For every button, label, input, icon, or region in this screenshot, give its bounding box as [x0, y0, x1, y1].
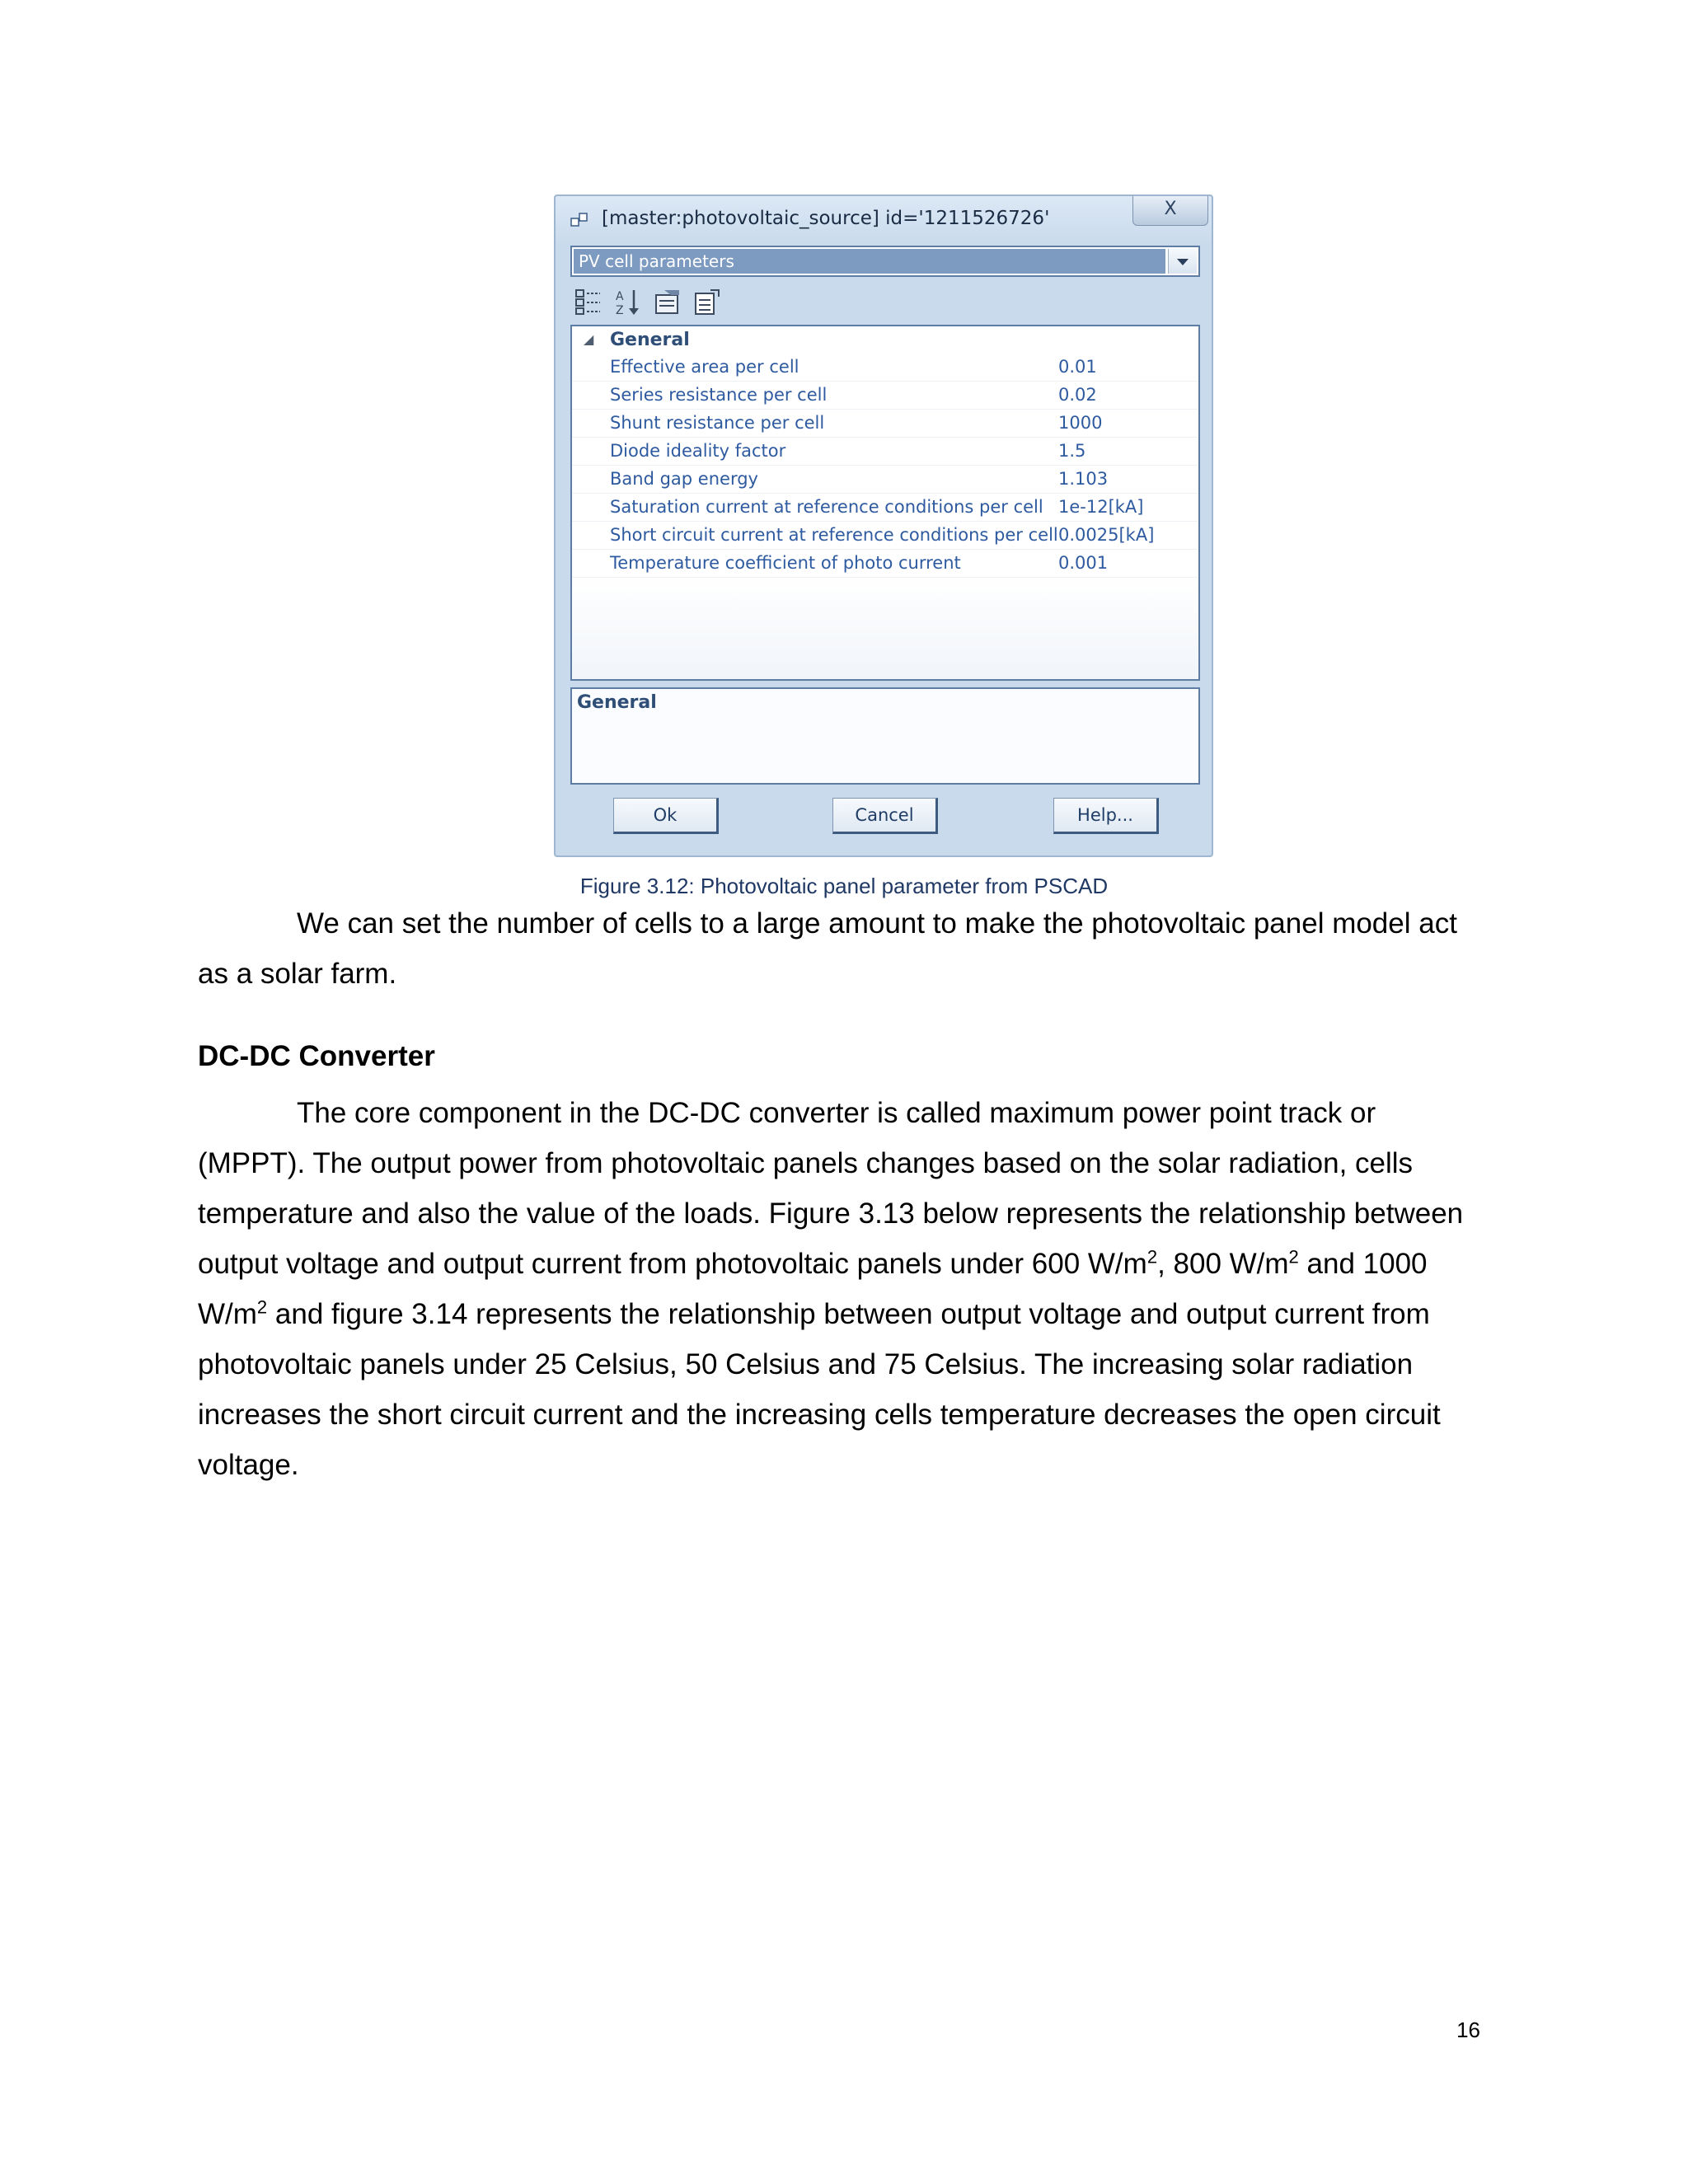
- property-grid: [570, 325, 1200, 681]
- figure-caption: Figure 3.12: Photovoltaic panel parameter from PSCAD: [579, 874, 1109, 898]
- page-number: 16: [1456, 2018, 1480, 2042]
- parameter-group-select[interactable]: [570, 246, 1200, 277]
- categorized-icon[interactable]: [574, 287, 603, 316]
- property-name: Band gap energy: [610, 469, 758, 489]
- pv-parameters-dialog: [554, 194, 1213, 857]
- property-name: Saturation current at reference conditions per cell: [610, 497, 1043, 517]
- property-row[interactable]: [572, 521, 1198, 550]
- property-row[interactable]: [572, 409, 1198, 438]
- property-name: Shunt resistance per cell: [610, 413, 825, 433]
- property-name: Diode ideality factor: [610, 441, 786, 461]
- category-label: General: [610, 330, 690, 350]
- property-value[interactable]: 0.0025[kA]: [1058, 525, 1155, 545]
- chevron-down-icon[interactable]: [1168, 249, 1197, 274]
- collapse-triangle-icon[interactable]: ◢: [584, 331, 594, 347]
- property-row[interactable]: [572, 549, 1198, 578]
- parameter-group-value: PV cell parameters: [574, 249, 1165, 274]
- property-value[interactable]: 1e-12[kA]: [1058, 497, 1144, 517]
- svg-text:Z: Z: [616, 304, 624, 316]
- property-value[interactable]: 0.02: [1058, 385, 1097, 405]
- description-panel: [570, 687, 1200, 785]
- superscript: 2: [1146, 1246, 1158, 1268]
- dialog-titlebar: [556, 196, 1212, 244]
- property-value[interactable]: 1000: [1058, 413, 1103, 433]
- description-title: General: [577, 692, 657, 713]
- category-row[interactable]: [572, 328, 1198, 353]
- paragraph-2-text-d: and figure 3.14 represents the relationship between output voltage and output current from photovoltaic panels under 25 Celsius, 50 Celsius and 75 Celsius. The increasing solar radiation increases the short circuit current and the increasing cells temperature decreases the open circuit voltage.: [198, 1298, 1441, 1481]
- paragraph-2: [198, 1088, 1484, 1490]
- alphabetical-sort-icon[interactable]: [613, 287, 643, 316]
- superscript: 2: [1288, 1246, 1299, 1268]
- property-value[interactable]: 0.001: [1058, 553, 1109, 573]
- property-name: Effective area per cell: [610, 357, 799, 377]
- property-name: Short circuit current at reference conditions per cell: [610, 525, 1058, 545]
- properties-icon[interactable]: [653, 287, 682, 316]
- cancel-button[interactable]: Cancel: [832, 798, 938, 834]
- paragraph-1: We can set the number of cells to a large amount to make the photovoltaic panel model act as a solar farm.: [198, 907, 1457, 990]
- property-pages-icon[interactable]: [692, 287, 722, 316]
- property-row[interactable]: [572, 353, 1198, 382]
- paragraph-2-text-b: , 800 W/m: [1157, 1248, 1289, 1280]
- paragraph-2-text-c: and 1000 W/m: [198, 1248, 1428, 1330]
- svg-text:A: A: [616, 290, 624, 303]
- property-name: Series resistance per cell: [610, 385, 828, 405]
- ok-button[interactable]: Ok: [613, 798, 719, 834]
- property-row[interactable]: [572, 437, 1198, 466]
- property-row[interactable]: [572, 381, 1198, 410]
- dialog-title: [master:photovoltaic_source] id='1211526726': [602, 208, 1050, 229]
- property-value[interactable]: 1.103: [1058, 469, 1109, 489]
- superscript: 2: [256, 1296, 268, 1318]
- property-name: Temperature coefficient of photo current: [610, 553, 961, 573]
- paragraph-2-text-a: The core component in the DC-DC converter is called maximum power point track or (MPPT). The output power from photovoltaic panels changes based on the solar radiation, cells temperature and also the value of the loads. Figure 3.13 below represents the relationship between output voltage and output current from photovoltaic panels under 600 W/m: [198, 1097, 1464, 1280]
- section-heading: DC-DC Converter: [198, 1040, 435, 1072]
- property-row[interactable]: [572, 493, 1198, 522]
- property-value[interactable]: 0.01: [1058, 357, 1097, 377]
- property-row[interactable]: [572, 465, 1198, 494]
- window-icon: [570, 213, 588, 227]
- help-button[interactable]: Help...: [1053, 798, 1159, 834]
- close-button[interactable]: X: [1132, 196, 1208, 226]
- property-value[interactable]: 1.5: [1058, 441, 1086, 461]
